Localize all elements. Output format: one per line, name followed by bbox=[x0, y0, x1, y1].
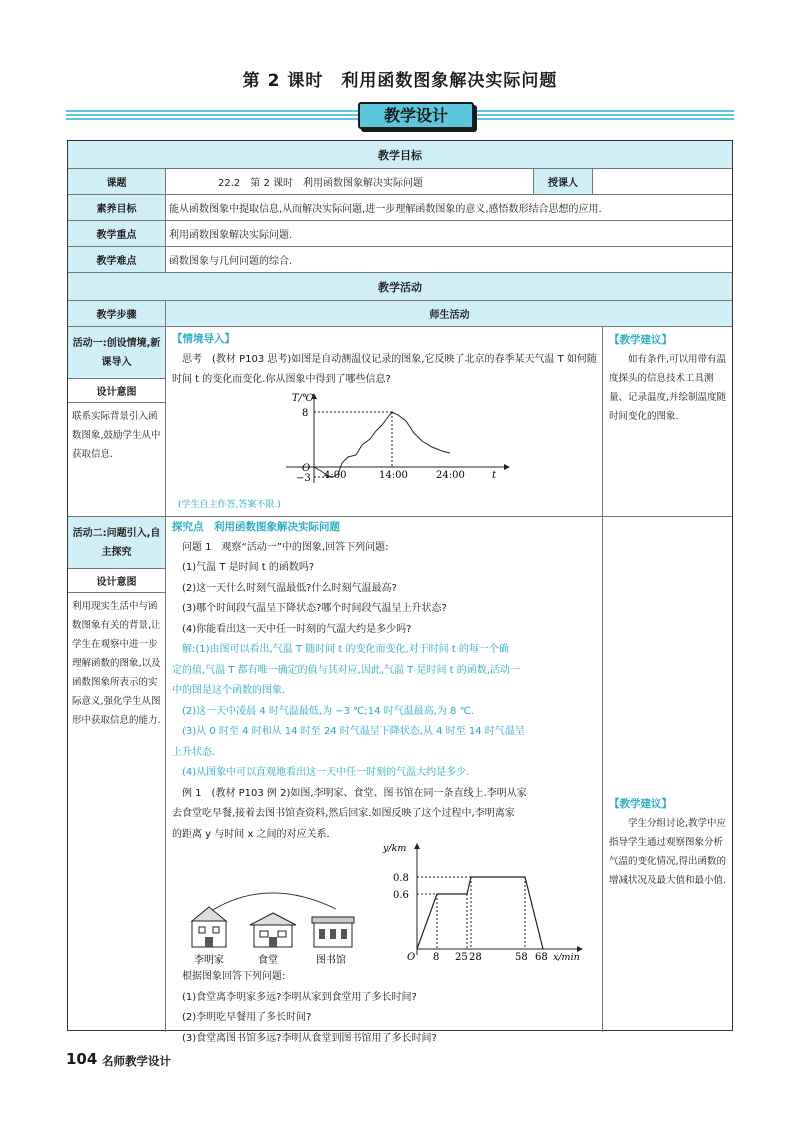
literacy-label: 素养目标 bbox=[68, 195, 165, 220]
canteen-building bbox=[250, 913, 296, 947]
home-building bbox=[192, 907, 226, 947]
activity1-tag: 【情境导入】 bbox=[172, 333, 235, 345]
activity2-design-text: 利用现实生活中与函数图象有关的背景,让学生在观察中进一步理解函数的图象,以及函数图象所表示的实际意义,强化学生从图形中获取信息的能力. bbox=[72, 601, 161, 726]
temp-tick-4: 4:00 bbox=[324, 470, 347, 481]
temp-tick-24: 24:00 bbox=[436, 470, 465, 481]
page-number: 104 bbox=[66, 1050, 98, 1068]
footer-title: 名师教学设计 bbox=[102, 1054, 171, 1068]
example-1c: 的距离 y 与时间 x 之间的对应关系. bbox=[172, 828, 330, 840]
example-questions bbox=[172, 967, 600, 1049]
dist-tick-8: 8 bbox=[433, 952, 440, 963]
example-1a: 例 1 (教材 P103 例 2)如图,李明家、食堂、图书馆在同一条直线上.李明从家 bbox=[182, 787, 527, 799]
temp-tick-neg3: −3 bbox=[296, 473, 311, 484]
solution-4: (4)从图象中可以直观地看出这一天中任一时刻的气温大约是多少. bbox=[182, 767, 470, 778]
teacher-student-label: 师生活动 bbox=[429, 310, 470, 321]
activities-header-row bbox=[68, 273, 732, 301]
solution-1b: 定的值,气温 T 都有唯一确定的值与其对应,因此,气温 T 是时间 t 的函数,活动一 bbox=[172, 664, 520, 676]
literacy-row bbox=[68, 195, 732, 221]
difficulty-label: 教学难点 bbox=[68, 247, 165, 272]
teacher-label: 授课人 bbox=[534, 169, 592, 194]
key-value: 利用函数图象解决实际问题. bbox=[169, 230, 293, 241]
activity2-design-label: 设计意图 bbox=[68, 569, 165, 593]
dist-tick-58: 58 bbox=[515, 952, 528, 963]
steps-label: 教学步骤 bbox=[96, 310, 137, 321]
temperature-chart bbox=[266, 391, 516, 486]
steps-header-row bbox=[68, 301, 732, 327]
example-q1: (1)食堂离李明家多远?李明从家到食堂用了多长时间? bbox=[182, 991, 417, 1003]
activity2-topic: 探究点 利用函数图象解决实际问题 bbox=[172, 521, 340, 533]
activity1-title: 活动一:创设情境,新课导入 bbox=[68, 327, 165, 379]
temp-tick-8: 8 bbox=[302, 408, 309, 419]
activity1-design-text: 联系实际背景引入函数图象,鼓励学生从中获取信息. bbox=[72, 411, 161, 460]
banner bbox=[66, 100, 734, 132]
literacy-value: 能从函数图象中提取信息,从而解决实际问题,进一步理解函数图象的意义,感悟数形结合思想的应用. bbox=[169, 204, 602, 215]
place-library: 图书馆 bbox=[316, 955, 346, 966]
example-1b: 去食堂吃早餐,接着去图书馆查资料,然后回家.如图反映了这个过程中,李明离家 bbox=[172, 808, 515, 819]
dist-tick-25: 25 bbox=[455, 952, 468, 963]
activity2-title: 活动二:问题引入,自主探究 bbox=[68, 517, 165, 569]
activity1-answer-text: (学生自主作答,答案不限.) bbox=[178, 500, 281, 510]
activity1-suggest bbox=[609, 331, 729, 426]
difficulty-row bbox=[68, 247, 732, 273]
question-3: (3)哪个时间段气温呈下降状态?哪个时间段气温呈上升状态? bbox=[182, 603, 447, 614]
dist-guides bbox=[417, 877, 525, 949]
solution-1a: 解:(1)由图可以看出,气温 T 随时间 t 的变化而变化,对于时间 t 的每一个确 bbox=[182, 644, 509, 655]
dist-origin: O bbox=[407, 952, 416, 963]
dist-tick-28: 28 bbox=[469, 952, 482, 963]
route-arc bbox=[208, 893, 336, 913]
activity2-suggest-tag: 【教学建议】 bbox=[609, 798, 672, 810]
place-canteen: 食堂 bbox=[258, 955, 278, 966]
solution-3a: (3)从 0 时至 4 时和从 14 时至 24 时气温呈下降状态,从 4 时至 14 时气温呈 bbox=[182, 726, 525, 737]
answer-intro: 根据图象回答下列问题: bbox=[182, 971, 286, 982]
activity1-suggest-text: 如有条件,可以用带有温度探头的信息技术工具测量、记录温度,并绘制温度随时间变化的图象. bbox=[609, 354, 727, 422]
buildings-illustration bbox=[186, 887, 376, 969]
solution-3b: 上升状态. bbox=[172, 746, 216, 758]
distance-chart bbox=[381, 839, 599, 965]
key-label: 教学重点 bbox=[68, 221, 165, 246]
difficulty-value: 函数图象与几何问题的综合. bbox=[169, 256, 293, 267]
example-q2: (2)李明吃早餐用了多长时间? bbox=[182, 1012, 312, 1023]
question-2: (2)这一天什么时刻气温最低?什么时刻气温最高? bbox=[182, 582, 397, 594]
lesson-table bbox=[67, 140, 733, 1044]
topic-value: 22.2 第 2 课时 利用函数图象解决实际问题 bbox=[218, 178, 423, 189]
topic-label: 课题 bbox=[68, 169, 165, 194]
temp-origin: O bbox=[302, 463, 311, 474]
activity2-suggest bbox=[609, 795, 729, 890]
question-1: (1)气温 T 是时间 t 的函数吗? bbox=[182, 562, 315, 573]
place-home: 李明家 bbox=[194, 955, 224, 966]
dist-y-arrow bbox=[414, 843, 420, 849]
activity1-answer bbox=[178, 495, 281, 516]
dist-tick-06: 0.6 bbox=[393, 890, 409, 901]
activity1-think: 思考 (教材 P103 思考)如图是自动测温仪记录的图象,它反映了北京的春季某天气温 T 如何随时间 t 的变化而变化.你从图象中得到了哪些信息? bbox=[172, 353, 597, 385]
dist-line bbox=[417, 877, 543, 949]
goals-header-row bbox=[68, 141, 732, 169]
activities-header: 教学活动 bbox=[378, 280, 422, 294]
activity2-row bbox=[68, 517, 732, 1044]
key-row bbox=[68, 221, 732, 247]
temp-y-label: T/℃ bbox=[292, 393, 314, 404]
solution-2: (2)这一天中凌晨 4 时气温最低,为 −3 ℃;14 时气温最高,为 8 ℃. bbox=[182, 705, 474, 717]
temp-x-arrow bbox=[504, 464, 510, 470]
question-intro: 问题 1 观察“活动一”中的图象,回答下列问题: bbox=[182, 541, 389, 553]
dist-y-label: y/km bbox=[383, 843, 407, 854]
solution-1c: 中的图是这个函数的图象. bbox=[172, 685, 286, 696]
activity1-body bbox=[172, 329, 598, 391]
activity2-suggest-text: 学生分组讨论,教学中应指导学生通过观察图象分析气温的变化情况,得出函数的增减状况及最大值和最小值. bbox=[609, 818, 727, 886]
temp-tick-14: 14:00 bbox=[379, 470, 408, 481]
library-building bbox=[312, 917, 354, 947]
dist-x-label: x/min bbox=[553, 952, 580, 963]
example-q3: (3)食堂离图书馆多远?李明从食堂到图书馆用了多长时间? bbox=[182, 1032, 437, 1044]
activity2-body bbox=[172, 517, 600, 845]
activity1-design-label: 设计意图 bbox=[68, 379, 165, 403]
page-title: 第 2 课时 利用函数图象解决实际问题 bbox=[242, 71, 558, 91]
temp-x-label: t bbox=[492, 470, 497, 481]
activity1-row bbox=[68, 327, 732, 517]
banner-badge: 教学设计 bbox=[358, 102, 474, 129]
topic-row bbox=[68, 169, 732, 195]
dist-tick-08: 0.8 bbox=[393, 873, 409, 884]
dist-tick-68: 68 bbox=[535, 952, 548, 963]
question-4: (4)你能看出这一天中任一时刻的气温大约是多少吗? bbox=[182, 623, 412, 635]
goals-header: 教学目标 bbox=[378, 148, 422, 162]
activity1-suggest-tag: 【教学建议】 bbox=[609, 334, 672, 346]
